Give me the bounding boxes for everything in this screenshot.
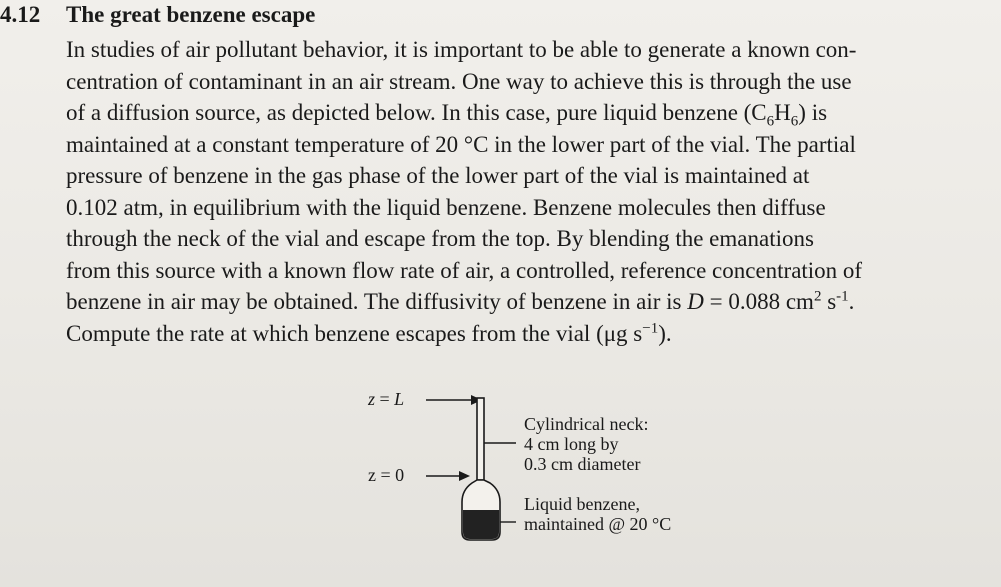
statement-line: maintained at a constant temperature of 20 °C in the lower part of the vial. The partial — [66, 131, 856, 157]
statement-line: through the neck of the vial and escape from the top. By blending the emanations — [66, 226, 814, 251]
statement-line: 0.102 atm, in equilibrium with the liquid benzene. Benzene molecules then diffuse — [66, 194, 826, 220]
statement-line: of a diffusion source, as depicted below. In this case, pure liquid benzene $(C_6H_6)$ is — [66, 100, 828, 130]
superscript: 2 — [813, 288, 822, 305]
bottom-arrow-head — [459, 471, 470, 481]
liquid-benzene — [463, 510, 499, 539]
liquid-label-line1: Liquid benzene, — [524, 494, 640, 514]
neck-label-line1: Cylindrical neck: — [524, 414, 649, 434]
liquid-label-line2: maintained @ 20 °C — [524, 514, 672, 534]
vial-neck — [477, 398, 484, 480]
z-top-label: z = L — [368, 389, 405, 409]
z-bottom-label: z = 0 — [368, 465, 405, 485]
statement-line: In studies of air pollutant behavior, it is important to be able to generate a known con- — [66, 37, 857, 62]
problem-title: The great benzene escape — [66, 2, 316, 27]
neck-label-line3: 0.3 cm diameter — [524, 454, 641, 474]
superscript: -1 — [836, 288, 849, 305]
problem-statement — [66, 34, 996, 349]
subscript: 6 — [766, 113, 775, 130]
statement-line: benzene in air may be obtained. The diffusivity of benzene in air is D = 0.088 $cm^2$ $s^{-1}$. — [66, 288, 855, 314]
statement-line: Compute the rate at which benzene escapes from the vial (μg $s^{-1}$). — [66, 319, 672, 346]
statement-line: from this source with a known flow rate of air, a controlled, reference concentration of — [66, 257, 863, 283]
superscript: −1 — [642, 319, 659, 336]
statement-line: centration of contaminant in an air stream. One way to achieve this is through the use — [66, 68, 852, 94]
subscript: 6 — [790, 113, 799, 130]
diffusion-vial-figure — [350, 386, 730, 556]
neck-label-line2: 4 cm long by — [524, 434, 619, 454]
diffusivity-symbol: D — [687, 289, 704, 314]
statement-line: pressure of benzene in the gas phase of the lower part of the vial is maintained at — [66, 163, 810, 188]
problem-number: 4.12 — [0, 2, 41, 27]
